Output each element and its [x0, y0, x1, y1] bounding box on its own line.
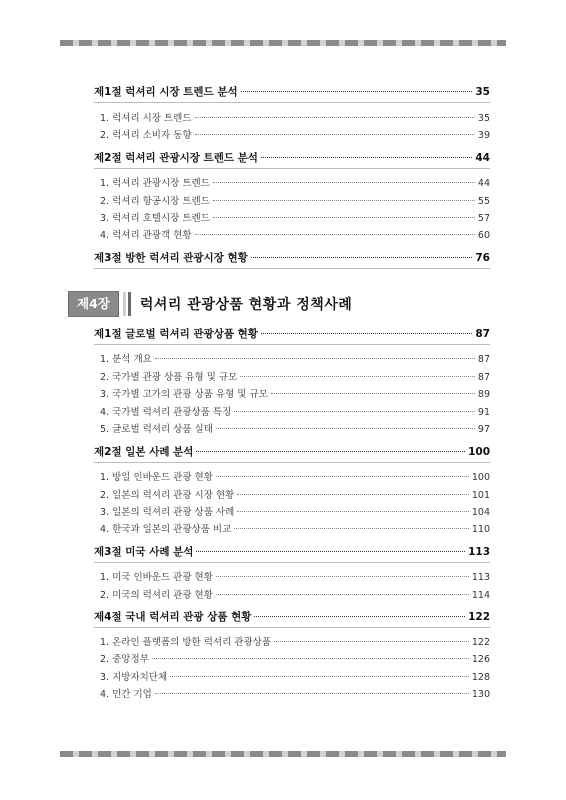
page-number: 35	[477, 113, 490, 124]
page-number: 44	[477, 178, 490, 189]
dot-leader	[237, 511, 469, 512]
toc-section[interactable]: 제4절 국내 럭셔리 관광 상품 현황 122	[94, 611, 490, 623]
chapter-heading[interactable]	[68, 292, 352, 316]
page-number: 44	[475, 152, 490, 164]
page-number: 126	[471, 654, 490, 665]
dot-leader	[251, 257, 473, 258]
dot-leader	[240, 376, 475, 377]
page-number: 60	[477, 230, 490, 241]
page-number: 113	[468, 546, 490, 558]
section-divider	[94, 102, 490, 103]
page-number: 113	[471, 572, 490, 583]
toc-item[interactable]: 3. 일본의 럭셔리 관광 상품 사례 104	[100, 507, 490, 518]
dot-leader	[271, 393, 475, 394]
page-number: 55	[477, 196, 490, 207]
page-number: 87	[477, 354, 490, 365]
toc-item[interactable]: 3. 지방자치단체 128	[100, 672, 490, 683]
chapter-accent-bar	[123, 292, 126, 316]
dot-leader	[216, 428, 475, 429]
page-number: 122	[471, 637, 490, 648]
page-number: 97	[477, 424, 490, 435]
section-divider	[94, 344, 490, 345]
dot-leader	[241, 91, 473, 92]
section-divider	[94, 562, 490, 563]
toc-item[interactable]: 1. 럭셔리 시장 트렌드 35	[100, 113, 490, 124]
page-number: 100	[468, 446, 490, 458]
toc-item[interactable]: 2. 국가별 관광 상품 유형 및 규모 87	[100, 372, 490, 383]
toc-item[interactable]: 4. 민간 기업 130	[100, 689, 490, 700]
page-number: 128	[471, 672, 490, 683]
dot-leader	[155, 358, 475, 359]
toc-section[interactable]: 제3절 미국 사례 분석 113	[94, 546, 490, 558]
page-number: 100	[471, 472, 490, 483]
toc-item[interactable]: 2. 미국의 럭셔리 관광 현황 114	[100, 590, 490, 601]
page-number: 110	[471, 524, 490, 535]
toc-item[interactable]: 1. 방일 인바운드 관광 현황 100	[100, 472, 490, 483]
toc-section[interactable]: 제3절 방한 럭셔리 관광시장 현황 76	[94, 252, 490, 264]
dot-leader	[213, 182, 475, 183]
page-number: 87	[475, 328, 490, 340]
toc-item[interactable]: 2. 럭셔리 소비자 동향 39	[100, 130, 490, 141]
toc-item[interactable]: 1. 온라인 플랫폼의 방한 럭셔리 관광상품 122	[100, 637, 490, 648]
toc-item[interactable]: 4. 럭셔리 관광객 현황 60	[100, 230, 490, 241]
dot-leader	[196, 551, 465, 552]
dot-leader	[234, 411, 475, 412]
top-decorative-stripe	[60, 40, 506, 46]
section-divider	[94, 268, 490, 269]
section-divider	[94, 462, 490, 463]
page-number: 89	[477, 389, 490, 400]
page-number: 76	[475, 252, 490, 264]
toc-item[interactable]: 5. 글로벌 럭셔리 상품 실태 97	[100, 424, 490, 435]
dot-leader	[195, 134, 475, 135]
bottom-decorative-stripe	[60, 751, 506, 757]
dot-leader	[261, 157, 472, 158]
toc-item[interactable]: 1. 분석 개요 87	[100, 354, 490, 365]
page-number: 130	[471, 689, 490, 700]
toc-item[interactable]: 1. 럭셔리 관광시장 트렌드 44	[100, 178, 490, 189]
dot-leader	[237, 494, 469, 495]
toc-item[interactable]: 2. 일본의 럭셔리 관광 시장 현황 101	[100, 490, 490, 501]
dot-leader	[234, 528, 469, 529]
section-divider	[94, 168, 490, 169]
dot-leader	[213, 217, 475, 218]
dot-leader	[261, 333, 472, 334]
page-number: 39	[477, 130, 490, 141]
dot-leader	[216, 576, 469, 577]
dot-leader	[254, 616, 465, 617]
toc-item[interactable]: 3. 럭셔리 호텔시장 트렌드 57	[100, 213, 490, 224]
dot-leader	[195, 234, 475, 235]
page-number: 122	[468, 611, 490, 623]
dot-leader	[216, 476, 469, 477]
dot-leader	[170, 676, 469, 677]
toc-section[interactable]: 제2절 럭셔리 관광시장 트렌드 분석 44	[94, 152, 490, 164]
page-number: 91	[477, 407, 490, 418]
dot-leader	[155, 693, 469, 694]
dot-leader	[195, 117, 475, 118]
page-number: 57	[477, 213, 490, 224]
dot-leader	[152, 658, 469, 659]
toc-section[interactable]: 제1절 글로벌 럭셔리 관광상품 현황 87	[94, 328, 490, 340]
page-number: 101	[471, 490, 490, 501]
page-number: 104	[471, 507, 490, 518]
page-number: 114	[471, 590, 490, 601]
dot-leader	[216, 594, 469, 595]
toc-item[interactable]: 4. 국가별 럭셔리 관광상품 특징 91	[100, 407, 490, 418]
dot-leader	[196, 451, 465, 452]
toc-section[interactable]: 제1절 럭셔리 시장 트렌드 분석 35	[94, 86, 490, 98]
page-number: 87	[477, 372, 490, 383]
section-divider	[94, 627, 490, 628]
toc-section[interactable]: 제2절 일본 사례 분석 100	[94, 446, 490, 458]
chapter-number-badge: 제4장	[68, 291, 119, 317]
toc-item[interactable]: 2. 럭셔리 항공시장 트렌드 55	[100, 196, 490, 207]
dot-leader	[274, 641, 469, 642]
toc-item[interactable]: 2. 중앙정부 126	[100, 654, 490, 665]
chapter-title: 럭셔리 관광상품 현황과 정책사례	[139, 297, 353, 313]
page-number: 35	[475, 86, 490, 98]
chapter-accent-bar	[128, 292, 131, 316]
toc-item[interactable]: 4. 한국과 일본의 관광상품 비교 110	[100, 524, 490, 535]
toc-item[interactable]: 3. 국가별 고가의 관광 상품 유형 및 규모 89	[100, 389, 490, 400]
toc-item[interactable]: 1. 미국 인바운드 관광 현황 113	[100, 572, 490, 583]
dot-leader	[213, 200, 475, 201]
